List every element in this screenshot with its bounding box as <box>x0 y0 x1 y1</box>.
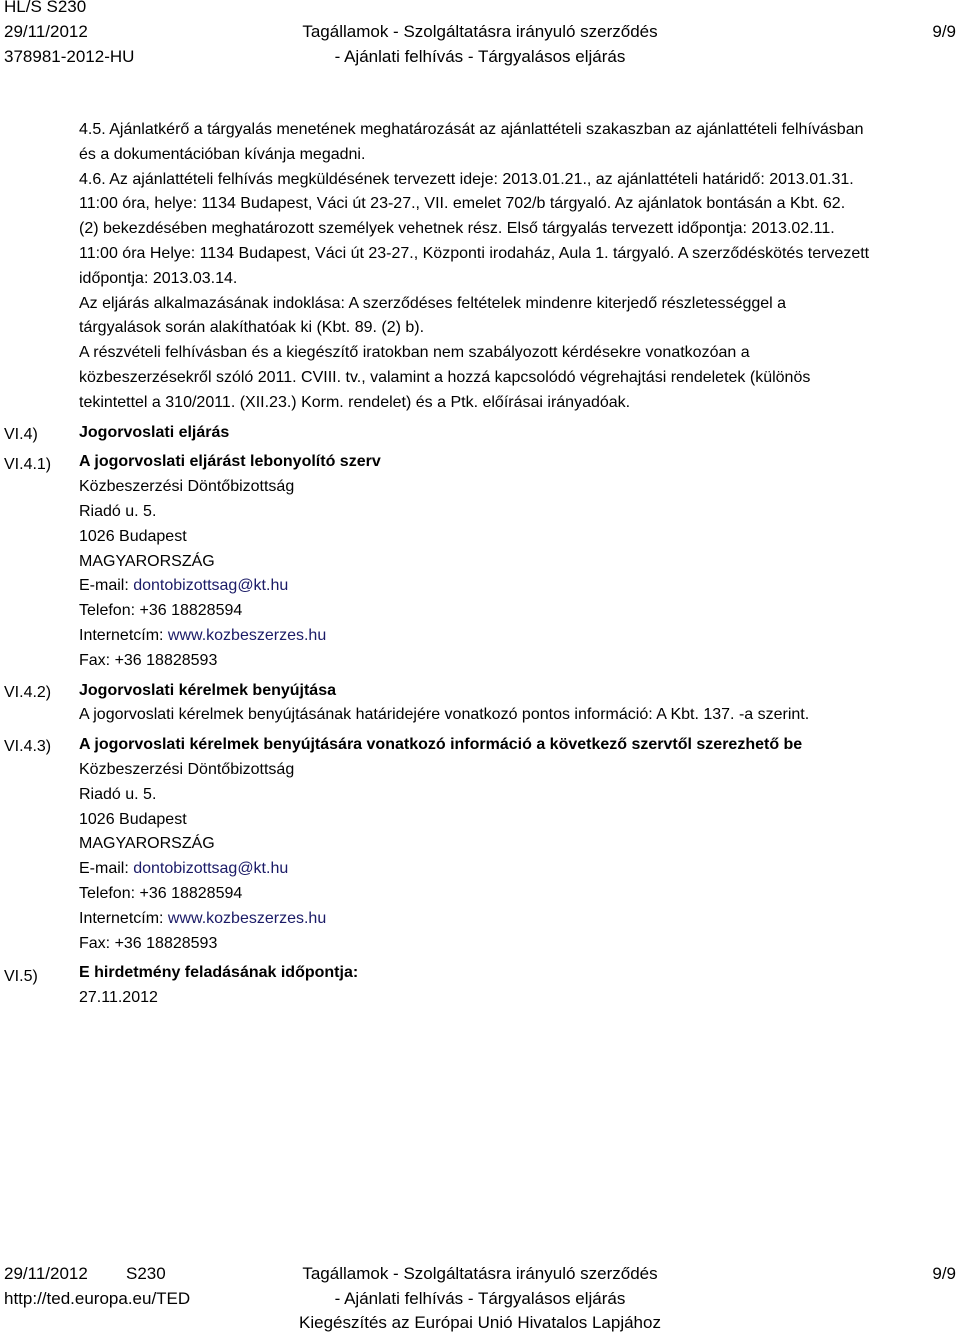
vi41-web-link[interactable]: www.kozbeszerzes.hu <box>167 626 327 644</box>
para-rules-line2: közbeszerzésekről szóló 2011. CVIII. tv., valamint a hozzá kapcsolódó végrehajtási rendeletek (különös <box>79 368 811 386</box>
vi43-email-line <box>79 857 953 882</box>
footer-title-line3: Kiegészítés az Európai Unió Hivatalos Lapjához <box>299 1313 661 1332</box>
vi43-web-line <box>79 907 953 932</box>
vi43-fax: Fax: +36 18828593 <box>79 934 218 952</box>
para-4-6-line2: 11:00 óra, helye: 1134 Budapest, Váci út 23-27., VII. emelet 702/b tárgyaló. Az ajánlatok bontásán a Kbt. 62. <box>79 195 846 213</box>
footer-url[interactable]: http://ted.europa.eu/TED <box>4 1289 191 1308</box>
footer-title-line2: - Ajánlati felhívás - Tárgyalásos eljárás <box>334 1289 626 1308</box>
para-justification-line1: Az eljárás alkalmazásának indoklása: A szerződéses feltételek mindenre kiterjedő részletességgel a <box>79 294 787 312</box>
header-page: 9/9 <box>932 22 956 41</box>
vi41-email-link[interactable]: dontobizottsag@kt.hu <box>133 577 289 595</box>
vi43-country: MAGYARORSZÁG <box>79 835 215 853</box>
footer-date: 29/11/2012 <box>4 1264 88 1283</box>
vi43-web-link[interactable]: www.kozbeszerzes.hu <box>167 909 327 927</box>
section-title-vi5: E hirdetmény feladásának időpontja: <box>79 964 359 982</box>
vi43-email-label: E-mail: <box>79 860 134 878</box>
vi42-text: A jogorvoslati kérelmek benyújtásának határidejére vonatkozó pontos információ: A Kbt. 137. -a szerint. <box>79 706 810 724</box>
vi41-org-name: Közbeszerzési Döntőbizottság <box>79 478 295 496</box>
para-4-6-line4: 11:00 óra Helye: 1134 Budapest, Váci út 23-27., Központi irodaház, Aula 1. tárgyaló. A szerződéskötés tervezett <box>79 244 870 262</box>
para-4-6-line1: 4.6. Az ajánlattételi felhívás megküldésének tervezett ideje: 2013.01.21., az ajánlattételi határidő: 2013.01.31. <box>79 170 854 188</box>
para-rules-line3: tekintettel a 310/2011. (XII.23.) Korm. rendelet) és a Ptk. előírásai irányadóak. <box>79 393 631 411</box>
vi41-city: 1026 Budapest <box>79 527 187 545</box>
section-title-vi4: Jogorvoslati eljárás <box>79 423 230 441</box>
section-number-vi43: VI.4.3) <box>4 738 52 755</box>
para-4-5-line2: és a dokumentációban kívánja megadni. <box>79 145 366 163</box>
footer-series: S230 <box>126 1264 166 1283</box>
header-ref: 378981-2012-HU <box>4 47 135 66</box>
vi41-street: Riadó u. 5. <box>79 502 157 520</box>
section-title-vi43: A jogorvoslati kérelmek benyújtására vonatkozó információ a következő szervtől szerezhető be <box>79 736 803 754</box>
vi43-org-name: Közbeszerzési Döntőbizottság <box>79 760 295 778</box>
section-number-vi4: VI.4) <box>4 426 38 443</box>
header-title-line2: - Ajánlati felhívás - Tárgyalásos eljárás <box>334 47 626 66</box>
vi41-web-line <box>79 624 953 649</box>
section-number-vi41: VI.4.1) <box>4 456 52 473</box>
vi41-fax: Fax: +36 18828593 <box>79 651 218 669</box>
para-4-6-line3: (2) bekezdésében meghatározott személyek vehetnek rész. Első tárgyalás tervezett időpontja: 2013.02.11. <box>79 220 835 238</box>
vi43-web-label: Internetcím: <box>79 909 168 927</box>
para-rules-line1: A részvételi felhívásban és a kiegészítő iratokban nem szabályozott kérdésekre vonatkozóan a <box>79 344 750 362</box>
vi43-street: Riadó u. 5. <box>79 785 157 803</box>
vi43-email-link[interactable]: dontobizottsag@kt.hu <box>133 860 289 878</box>
vi41-email-label: E-mail: <box>79 577 134 595</box>
header-doc-id: HL/S S230 <box>4 0 87 16</box>
para-justification-line2: tárgyalások során alakíthatóak ki (Kbt. 89. (2) b). <box>79 319 425 337</box>
section-title-vi42: Jogorvoslati kérelmek benyújtása <box>79 681 336 699</box>
vi41-web-label: Internetcím: <box>79 626 168 644</box>
vi41-email-line <box>79 574 953 599</box>
vi43-phone: Telefon: +36 18828594 <box>79 884 243 902</box>
footer-title-line1: Tagállamok - Szolgáltatásra irányuló szerződés <box>302 1264 658 1283</box>
vi41-country: MAGYARORSZÁG <box>79 552 215 570</box>
header-title-line1: Tagállamok - Szolgáltatásra irányuló szerződés <box>302 22 658 41</box>
vi43-city: 1026 Budapest <box>79 810 187 828</box>
vi5-date: 27.11.2012 <box>79 989 158 1007</box>
para-4-5-line1: 4.5. Ajánlatkérő a tárgyalás menetének meghatározását az ajánlattételi szakaszban az ajánlattételi felhívásban <box>79 121 864 138</box>
section-number-vi42: VI.4.2) <box>4 684 52 701</box>
footer-page: 9/9 <box>932 1264 956 1283</box>
body-text <box>79 118 953 1011</box>
header-date: 29/11/2012 <box>4 22 88 41</box>
vi41-phone: Telefon: +36 18828594 <box>79 602 243 620</box>
para-4-6-line5: időpontja: 2013.03.14. <box>79 269 238 287</box>
section-title-vi41: A jogorvoslati eljárást lebonyolító szerv <box>79 453 381 471</box>
section-number-vi5: VI.5) <box>4 968 38 985</box>
